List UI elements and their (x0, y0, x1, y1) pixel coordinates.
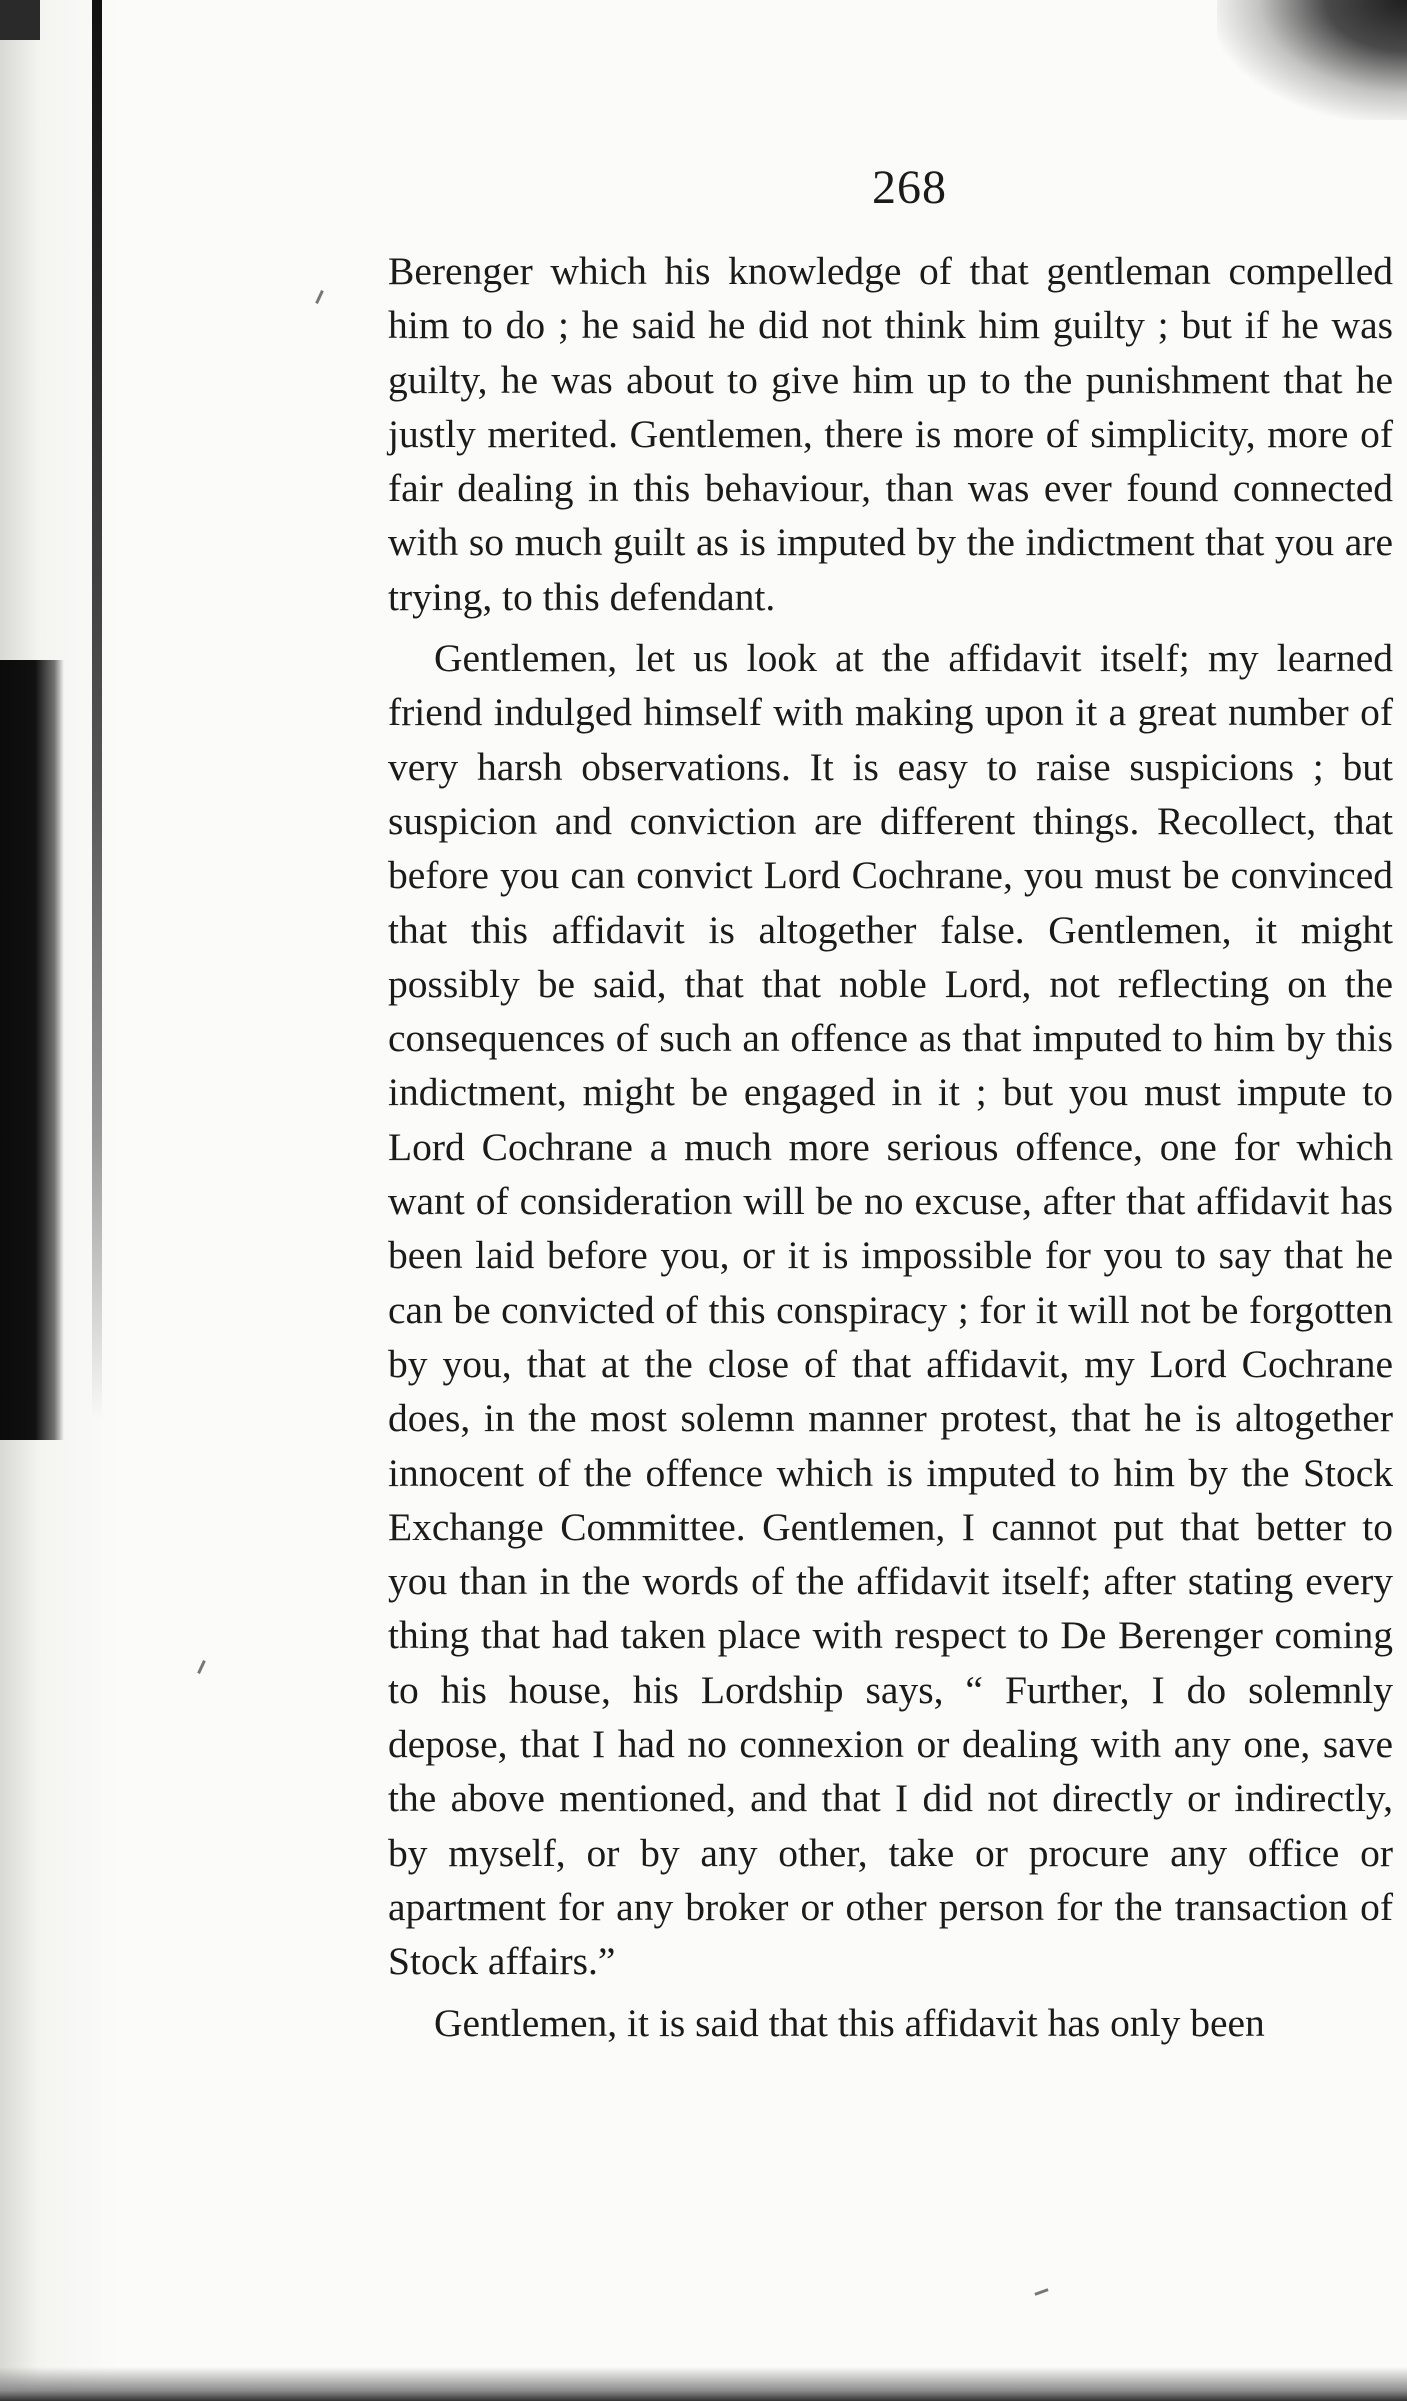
stray-mark (197, 1660, 206, 1674)
body-text (388, 244, 1393, 2050)
page-bottom-edge (0, 2367, 1407, 2401)
page-number: 268 (872, 161, 947, 214)
paragraph-2: Gentlemen, let us look at the affidavit itself; my learned friend indulged himself with making upon it a great number of very harsh observations. It is easy to raise suspicions ; but suspicion and conviction are different things. Recollect, that before you can convict Lord Cochrane, you must be convinced that this affidavit is altogether false. Gentlemen, it might possibly be said, that that noble Lord, not reflecting on the consequences of such an offence as that imputed to him by this indictment, might be engaged in it ; but you must impute to Lord Cochrane a much more serious offence, one for which want of consideration will be no excuse, after that affidavit has been laid before you, or it is impossible for you to say that he can be convicted of this conspiracy ; for it will not be forgotten by you, that at the close of that affidavit, my Lord Cochrane does, in the most solemn manner protest, that he is altogether innocent of the offence which is imputed to him by the Stock Exchange Committee. Gentlemen, I cannot put that better to you than in the words of the affidavit itself; after stating every thing that had taken place with respect to De Berenger coming to his house, his Lordship says, “ Further, I do solemnly depose, that I had no connexion or dealing with any one, save the above mentioned, and that I did not directly or indirectly, by myself, or by any other, take or procure any office or apartment for any broker or other person for the transaction of Stock affairs.” (388, 636, 1393, 1984)
page-corner-shadow (1217, 0, 1407, 120)
binding-corner-mark (0, 0, 40, 40)
stray-mark (315, 290, 324, 304)
paragraph-3: Gentlemen, it is said that this affidavit has only been (434, 2000, 1265, 2045)
stray-mark (1034, 2288, 1048, 2296)
binding-rule (92, 0, 102, 1420)
binding-shadow (0, 660, 64, 1440)
paragraph-1: Berenger which his knowledge of that gentleman compelled him to do ; he said he did not think him guilty ; but if he was guilty, he was about to give him up to the punishment that he justly merited. Gentlemen, there is more of simplicity, more of fair dealing in this behaviour, than was ever found connected with so much guilt as is imputed by the indictment that you are trying, to this defendant. (388, 249, 1393, 619)
